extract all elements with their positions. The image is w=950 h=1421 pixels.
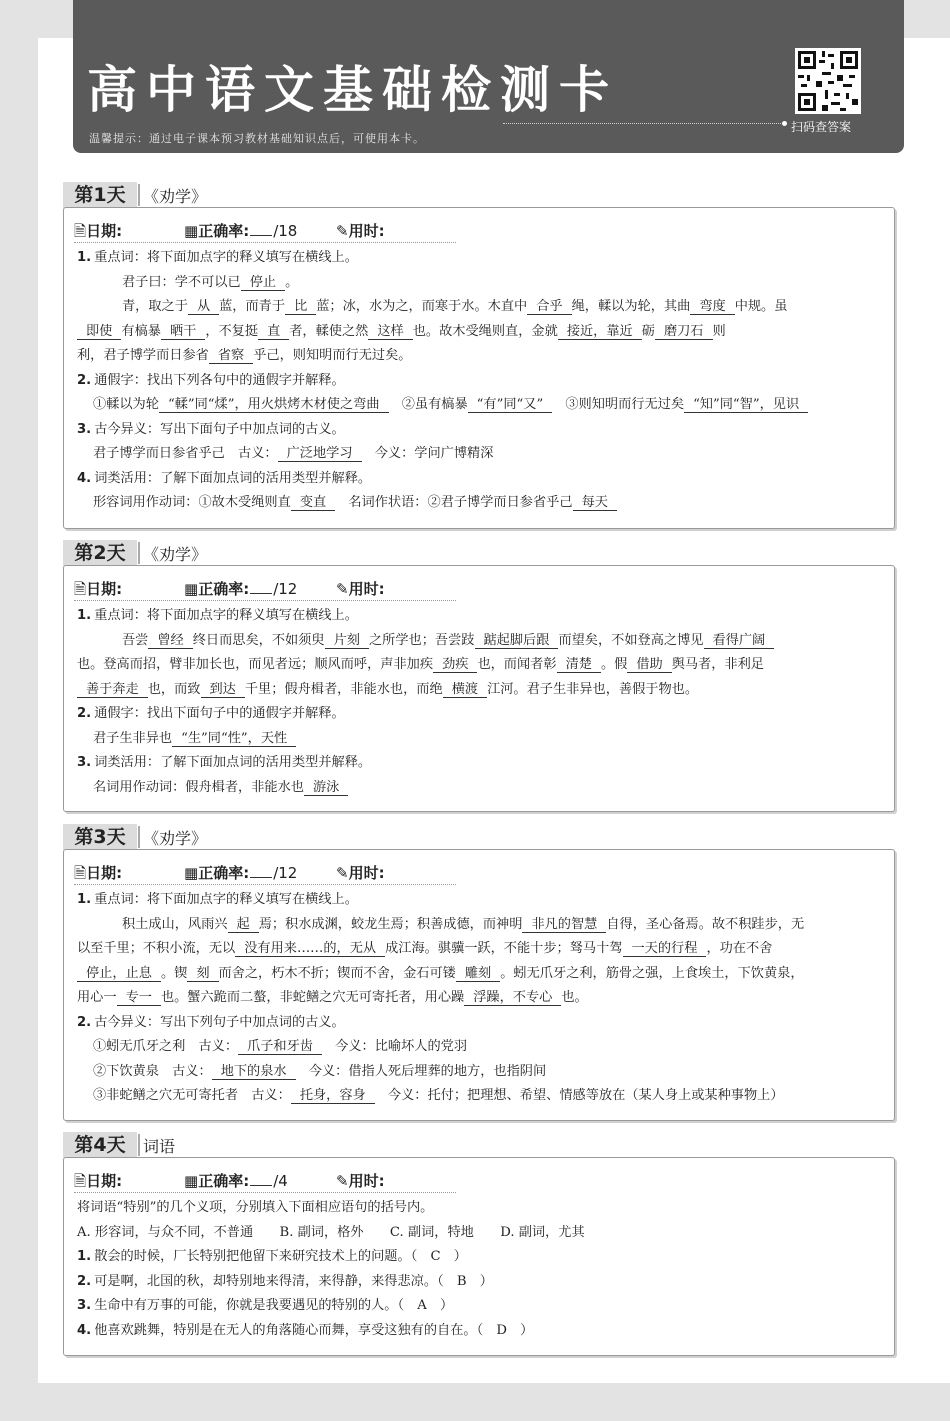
answer-blank: “知”同“智”，见识	[684, 397, 808, 413]
question-number: 3.	[77, 421, 92, 437]
answer-blank: 到达	[201, 682, 245, 698]
text-segment: 君子曰：学不可以已	[122, 274, 241, 290]
answer-blank: “生”同“性”，天性	[172, 731, 296, 747]
text-segment: 通假字：找出下列各句中的通假字并解释。	[94, 372, 345, 388]
answer-blank: 变直	[291, 495, 335, 511]
text-segment: 词类活用：了解下面加点词的活用类型并解释。	[94, 755, 372, 770]
question-number: 3.	[77, 755, 92, 770]
text-segment: ②虽有槁暴	[388, 397, 468, 412]
day-badge: 第3天	[63, 824, 137, 850]
accuracy-field[interactable]	[184, 220, 297, 241]
text-line	[77, 393, 882, 418]
accuracy-blank[interactable]	[250, 865, 272, 878]
text-line	[77, 776, 882, 801]
exercise-content	[77, 604, 882, 800]
text-segment: 而舍之，朽木不折；锲而不舍，金石可镂	[218, 965, 456, 981]
accuracy-blank[interactable]	[250, 581, 272, 594]
text-line	[77, 295, 882, 320]
question-number: 1.	[77, 892, 92, 907]
answer-blank: 横渡	[443, 682, 487, 698]
stats-divider	[74, 884, 456, 885]
date-label: 日期:	[86, 222, 123, 240]
text-segment: 自得，圣心备焉。故不积跬步，无	[606, 916, 805, 932]
text-line	[77, 913, 882, 938]
time-field[interactable]	[336, 862, 385, 883]
text-segment: 他喜欢跳舞，特别是在无人的角落随心而舞，享受这独有的自在。（ D ）	[94, 1322, 534, 1338]
text-line	[77, 678, 882, 703]
text-line	[77, 986, 882, 1011]
question-number: 3.	[77, 1298, 92, 1313]
text-segment: 今义：比喻坏人的党羽	[322, 1039, 468, 1054]
text-segment: 今义：学问广博精深	[361, 446, 494, 461]
day-card	[63, 1157, 895, 1356]
answer-blank: 直	[258, 324, 289, 340]
day-badge: 第2天	[63, 540, 137, 566]
text-segment: 古今异义：写出下面句子中加点词的古义。	[94, 421, 345, 437]
stats-row	[74, 220, 514, 240]
lesson-title: 《劝学》	[143, 545, 208, 564]
date-label: 日期:	[86, 580, 123, 598]
date-label: 日期:	[86, 1172, 123, 1190]
document-icon: 🗎	[74, 222, 87, 240]
text-line	[77, 1221, 882, 1246]
document-icon: 🗎	[74, 580, 87, 598]
question-number: 2.	[77, 372, 92, 388]
accuracy-field[interactable]	[184, 862, 297, 883]
time-field[interactable]	[336, 220, 385, 241]
answer-blank: 起	[228, 917, 259, 933]
day-card	[63, 207, 895, 529]
question-number: 1.	[77, 250, 92, 265]
answer-blank: 善于奔走	[77, 682, 148, 698]
text-line	[77, 1319, 882, 1344]
tip-text: 温馨提示：通过电子课本预习教材基础知识点后，可使用本卡。	[89, 132, 425, 145]
text-segment: 焉；积水成渊，蛟龙生焉；积善成德，而神明	[258, 916, 523, 932]
text-segment: 终日而思矣，不如须臾	[192, 632, 325, 648]
text-segment: 君子博学而日参省乎己 古义：	[93, 446, 278, 461]
text-segment: 君子生非异也	[93, 730, 173, 746]
answer-blank: 停止，止息	[77, 966, 161, 982]
answer-blank: 地下的泉水	[212, 1064, 296, 1080]
text-segment: 重点词：将下面加点字的释义填写在横线上。	[94, 250, 358, 265]
answer-blank: 省察	[209, 348, 253, 364]
text-segment: 千里；假舟楫者，非能水也，而绝	[244, 681, 443, 697]
text-segment: A. 形容词，与众不同，不普通 B. 副词，格外 C. 副词，特地 D. 副词，尤其	[77, 1224, 585, 1240]
text-line	[77, 467, 882, 492]
text-segment: 今义：托付；把理想、希望、情感等放在（某人身上或某种事物上）	[374, 1088, 784, 1103]
text-segment: 也。	[561, 990, 588, 1005]
answer-blank: 没有用来……的，无从	[235, 941, 385, 957]
text-segment: 吾尝	[122, 632, 149, 648]
text-segment: ②下饮黄泉 古义：	[93, 1063, 212, 1079]
answer-blank: 爪子和牙齿	[238, 1039, 322, 1055]
accuracy-blank[interactable]	[250, 1173, 272, 1186]
text-segment: 将词语“特别”的几个义项，分别填入下面相应语句的括号内。	[77, 1200, 434, 1215]
answer-blank: 比	[285, 299, 316, 315]
text-line	[77, 653, 882, 678]
answer-blank: 游泳	[304, 780, 348, 796]
day-badge: 第4天	[63, 1132, 137, 1158]
answer-blank: 托身，容身	[291, 1088, 375, 1104]
text-segment: 。锲	[160, 965, 188, 981]
question-number: 4.	[77, 470, 92, 486]
answer-blank: 片刻	[325, 633, 369, 649]
time-label: 用时:	[348, 580, 385, 598]
text-segment: 词类活用：了解下面加点词的活用类型并解释。	[94, 470, 372, 486]
text-line	[77, 1035, 882, 1060]
answer-blank: 曾经	[148, 633, 192, 649]
accuracy-label: 正确率:	[198, 864, 250, 882]
text-segment: 青，取之于	[122, 299, 188, 314]
text-segment: 也，而闻者彰	[477, 657, 557, 672]
text-line	[77, 1245, 882, 1270]
qr-code-icon[interactable]	[795, 48, 861, 114]
text-segment: 名词作状语：②君子博学而日参省乎己	[335, 495, 573, 510]
text-line	[77, 491, 882, 516]
answer-blank: 这样	[368, 324, 412, 340]
text-segment: 古今异义：写出下列句子中加点词的古义。	[94, 1014, 345, 1030]
answer-blank: 专一	[117, 990, 161, 1006]
text-segment: ③非蛇鳝之穴无可寄托者 古义：	[93, 1088, 291, 1103]
answer-blank: 非凡的智慧	[522, 917, 606, 933]
text-line	[77, 271, 882, 296]
answer-blank: 劲疾	[433, 657, 477, 673]
question-number: 1.	[77, 1249, 92, 1264]
text-line	[77, 702, 882, 727]
answer-blank: “輮”同“煣”，用火烘烤木材使之弯曲	[159, 397, 389, 413]
question-number: 4.	[77, 1322, 92, 1338]
text-line	[77, 442, 882, 467]
text-segment: 也。故木受绳则直，金就	[412, 323, 558, 339]
text-segment: 积土成山，风雨兴	[122, 916, 228, 932]
text-segment: 则	[712, 323, 726, 339]
stats-divider	[74, 1192, 456, 1193]
accuracy-label: 正确率:	[198, 580, 250, 598]
accuracy-field[interactable]	[184, 578, 297, 599]
time-label: 用时:	[348, 1172, 385, 1190]
answer-blank: 看得广阔	[704, 633, 775, 649]
text-line	[77, 1294, 882, 1319]
text-line	[77, 1084, 882, 1109]
accuracy-field[interactable]	[184, 1170, 288, 1191]
text-segment: 之所学也；吾尝跂	[369, 632, 475, 648]
text-segment: 而望矣，不如登高之博见	[558, 632, 704, 648]
accuracy-label: 正确率:	[198, 1172, 250, 1190]
answer-blank: 雕刻	[456, 966, 500, 982]
text-segment: ①蚓无爪牙之利 古义：	[93, 1039, 239, 1054]
text-line	[77, 962, 882, 987]
text-line	[77, 418, 882, 443]
question-number: 2.	[77, 706, 92, 721]
text-segment: 砺	[641, 323, 655, 339]
answer-blank: 踮起脚后跟	[475, 633, 559, 649]
text-segment: 名词用作动词：假舟楫者，非能水也	[93, 779, 304, 795]
text-line	[77, 246, 882, 271]
day-card	[63, 565, 895, 812]
text-segment: 形容词用作动词：①故木受绳则直	[93, 495, 291, 510]
page-title: 高中语文基础检测卡	[87, 61, 618, 119]
stats-divider	[74, 600, 456, 601]
grid-icon: ▦	[184, 222, 199, 240]
text-segment: 成江海。骐骥一跃，不能十步；驽马十驾	[385, 941, 623, 956]
document-icon: 🗎	[74, 864, 87, 882]
time-field[interactable]	[336, 578, 385, 599]
pen-icon: ✎	[336, 1172, 349, 1190]
text-line	[77, 320, 882, 345]
stats-row	[74, 578, 514, 598]
text-segment: 中规。虽	[734, 299, 788, 314]
exercise-content	[77, 1196, 882, 1343]
answer-blank: 刻	[187, 966, 218, 982]
text-segment: 生命中有万事的可能，你就是我要遇见的特别的人。（ A ）	[94, 1298, 454, 1313]
dotted-divider	[503, 123, 783, 124]
exercise-content	[77, 888, 882, 1109]
text-segment: 绳，輮以为轮，其曲	[571, 299, 691, 314]
time-label: 用时:	[348, 864, 385, 882]
text-segment: 蓝，而青于	[219, 299, 286, 314]
qr-label: 扫码查答案	[791, 120, 852, 134]
pen-icon: ✎	[336, 864, 349, 882]
text-segment: 散会的时候，厂长特别把他留下来研究技术上的问题。（ C ）	[94, 1249, 467, 1264]
text-segment: 。蚓无爪牙之利，筋骨之强，上食埃土，下饮黄泉，	[500, 965, 804, 981]
document-icon: 🗎	[74, 1172, 87, 1190]
answer-blank: 即使	[77, 324, 121, 340]
question-number: 2.	[77, 1273, 92, 1289]
text-segment: 以至千里；不积小流，无以	[77, 941, 236, 956]
text-segment: 江河。君子生非异也，善假于物也。	[487, 681, 699, 697]
answer-blank: 广泛地学习	[278, 446, 362, 462]
text-segment: 也，而致	[147, 681, 201, 697]
text-segment: ①輮以为轮	[93, 397, 159, 412]
text-segment: 用心一	[77, 990, 117, 1005]
text-line	[77, 727, 882, 752]
question-number: 2.	[77, 1014, 92, 1030]
lesson-title: 《劝学》	[143, 829, 208, 848]
pen-icon: ✎	[336, 222, 349, 240]
text-segment: 乎己，则知明而行无过矣。	[253, 348, 412, 363]
text-segment: 蓝；冰，水为之，而寒于水。木直中	[316, 299, 528, 314]
answer-blank: “有”同“又”	[468, 397, 553, 413]
text-segment: 利，君子博学而日参省	[77, 348, 209, 363]
text-line	[77, 369, 882, 394]
text-segment: 可是啊，北国的秋，却特别地来得清，来得静，来得悲凉。（ B ）	[94, 1273, 493, 1289]
accuracy-total: /18	[273, 222, 298, 240]
text-line	[77, 751, 882, 776]
accuracy-total: /12	[273, 580, 298, 598]
text-segment: 也。蟹六跪而二螯，非蛇鳝之穴无可寄托者，用心躁	[160, 990, 465, 1005]
stats-row	[74, 862, 514, 882]
text-segment: 有槁暴	[121, 323, 161, 339]
text-segment: ③则知明而行无过矣	[552, 397, 685, 412]
lesson-title: 词语	[143, 1137, 176, 1156]
answer-blank: 停止	[241, 275, 285, 291]
text-segment: 舆马者，非利足	[671, 657, 764, 672]
text-segment: 。	[285, 274, 299, 290]
text-segment: ，功在不舍	[706, 941, 773, 956]
exercise-content	[77, 246, 882, 516]
text-line	[77, 937, 882, 962]
text-segment: 者，輮使之然	[289, 323, 369, 339]
time-field[interactable]	[336, 1170, 385, 1191]
text-segment: 重点词：将下面加点字的释义填写在横线上。	[94, 608, 358, 623]
stats-divider	[74, 242, 456, 243]
answer-blank: 弯度	[690, 299, 734, 315]
answer-blank: 从	[188, 299, 219, 315]
header-banner	[73, 0, 904, 153]
accuracy-blank[interactable]	[250, 223, 272, 236]
text-line	[77, 629, 882, 654]
day-card	[63, 849, 895, 1121]
text-line	[77, 1011, 882, 1036]
accuracy-label: 正确率:	[198, 222, 250, 240]
text-line	[77, 1270, 882, 1295]
grid-icon: ▦	[184, 580, 199, 598]
lesson-title: 《劝学》	[143, 187, 208, 206]
text-segment: 通假字：找出下面句子中的通假字并解释。	[94, 706, 345, 721]
answer-blank: 一天的行程	[623, 941, 707, 957]
answer-blank: 清楚	[557, 657, 601, 673]
pen-icon: ✎	[336, 580, 349, 598]
answer-blank: 合乎	[527, 299, 571, 315]
text-line	[77, 604, 882, 629]
text-line	[77, 344, 882, 369]
text-line	[77, 888, 882, 913]
stats-row	[74, 1170, 514, 1190]
text-segment: 。假	[600, 657, 628, 672]
answer-blank: 晒干	[161, 324, 205, 340]
answer-blank: 浮躁，不专心	[464, 990, 561, 1006]
text-segment: 重点词：将下面加点字的释义填写在横线上。	[94, 892, 358, 907]
answer-blank: 接近，靠近	[558, 324, 642, 340]
grid-icon: ▦	[184, 864, 199, 882]
text-line	[77, 1196, 882, 1221]
date-label: 日期:	[86, 864, 123, 882]
answer-blank: 每天	[573, 495, 617, 511]
question-number: 1.	[77, 608, 92, 623]
text-segment: 也。登高而招，臂非加长也，而见者远；顺风而呼，声非加疾	[77, 657, 434, 672]
answer-blank: 借助	[627, 657, 671, 673]
text-line	[77, 1060, 882, 1085]
time-label: 用时:	[348, 222, 385, 240]
grid-icon: ▦	[184, 1172, 199, 1190]
accuracy-total: /12	[273, 864, 298, 882]
text-segment: 今义：借指人死后埋葬的地方，也指阴间	[295, 1063, 547, 1079]
accuracy-total: /4	[273, 1172, 288, 1190]
day-badge: 第1天	[63, 182, 137, 208]
answer-blank: 磨刀石	[655, 324, 713, 340]
text-segment: ，不复挺	[205, 323, 259, 339]
